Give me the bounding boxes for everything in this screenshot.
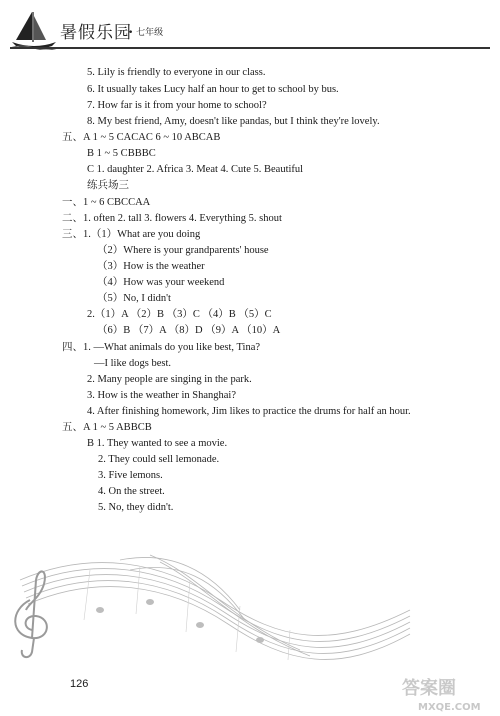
answer-line: （2）Where is your grandparents' house <box>97 245 269 256</box>
answer-line: 五、A 1 ~ 5 CACAC 6 ~ 10 ABCAB <box>62 132 221 143</box>
svg-text:答案圈: 答案圈 <box>402 678 456 699</box>
answer-line: 7. How far is it from your home to school? <box>87 100 267 111</box>
answer-line: 3. How is the weather in Shanghai? <box>87 390 237 401</box>
page-header <box>0 0 500 60</box>
music-staff-decoration <box>0 540 420 670</box>
answer-line: 2. Many people are singing in the park. <box>87 374 252 385</box>
svg-text:MXQE.COM: MXQE.COM <box>418 702 481 713</box>
answer-line: 四、1. —What animals do you like best, Tina? <box>62 342 261 353</box>
answer-line: 2. They could sell lemonade. <box>98 454 220 465</box>
answer-line: （3）How is the weather <box>97 261 205 272</box>
watermark-logo <box>400 672 495 714</box>
answer-line: 2.（1）A （2）B （3）C （4）B （5）C <box>87 309 272 320</box>
answer-line: B 1 ~ 5 CBBBC <box>87 148 156 159</box>
sailboat-logo-icon <box>10 10 58 50</box>
page-number: 126 <box>70 678 89 690</box>
answer-line: 6. It usually takes Lucy half an hour to get to school by bus. <box>87 84 339 95</box>
answer-line: 5. Lily is friendly to everyone in our class. <box>87 67 266 78</box>
header-title: 暑假乐园 <box>60 23 132 43</box>
answer-line: 五、A 1 ~ 5 ABBCB <box>62 422 152 433</box>
answer-line: 一、1 ~ 6 CBCCAA <box>62 197 151 208</box>
header-grade: • 七年级 <box>128 28 164 38</box>
answer-line: 5. No, they didn't. <box>98 502 174 513</box>
answer-line: 8. My best friend, Amy, doesn't like pandas, but I think they're lovely. <box>87 116 380 127</box>
answer-line: 4. On the street. <box>98 486 165 497</box>
answer-line: （4）How was your weekend <box>97 277 225 288</box>
answer-line: 3. Five lemons. <box>98 470 163 481</box>
answer-line: 三、1.（1）What are you doing <box>62 229 201 240</box>
answer-line: —I like dogs best. <box>94 358 171 369</box>
answer-line: （6）B （7）A （8）D （9）A （10）A <box>97 325 281 336</box>
header-divider <box>10 47 490 49</box>
answer-line: C 1. daughter 2. Africa 3. Meat 4. Cute 5. Beautiful <box>87 164 304 175</box>
answer-line: 4. After finishing homework, Jim likes to practice the drums for half an hour. <box>87 406 411 417</box>
answer-line: B 1. They wanted to see a movie. <box>87 438 228 449</box>
answer-line: 练兵场三 <box>87 179 129 191</box>
answer-line: 二、1. often 2. tall 3. flowers 4. Everything 5. shout <box>62 213 282 224</box>
answer-line: （5）No, I didn't <box>97 293 171 304</box>
